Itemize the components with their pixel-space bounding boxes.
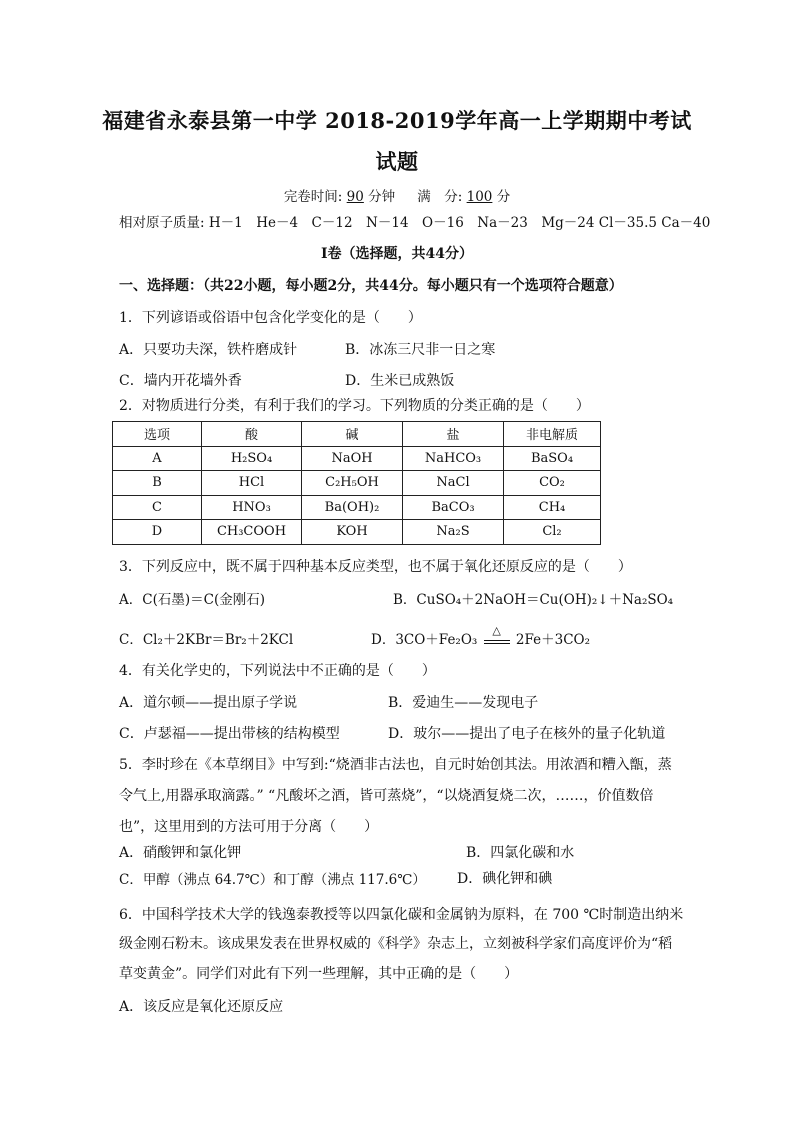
score-value: 100 <box>466 189 493 205</box>
q3-option-d-reactants: D．3CO＋Fe₂O₃ <box>371 632 478 648</box>
table-cell: CH₄ <box>504 495 601 520</box>
q6-line-2: 级金刚石粉末。该成果发表在世界权威的《科学》杂志上，立刻被科学家们高度评价为“稻 <box>119 936 673 952</box>
heat-condition <box>482 623 512 649</box>
table-cell: CH₃COOH <box>202 520 302 545</box>
table-header: 酸 <box>202 422 302 447</box>
q3-option-d <box>371 623 591 649</box>
q4-option-c: C．卢瑟福——提出带核的结构模型 <box>119 726 340 742</box>
table-cell: Na₂S <box>403 520 504 545</box>
q4-option-d: D．玻尔——提出了电子在核外的量子化轨道 <box>388 726 666 742</box>
table-cell: C₂H₅OH <box>302 471 403 496</box>
table-cell: Cl₂ <box>504 520 601 545</box>
q5-option-d: D．碘化钾和碘 <box>457 871 553 887</box>
section-title: Ⅰ卷（选择题，共44分） <box>320 246 474 262</box>
q3-option-d-products: 2Fe＋3CO₂ <box>515 632 591 648</box>
q4-stem: 4．有关化学史的，下列说法中不正确的是（ ） <box>119 663 436 679</box>
exam-info <box>0 185 794 205</box>
q3-option-b: B．CuSO₄＋2NaOH＝Cu(OH)₂↓＋Na₂SO₄ <box>393 592 674 608</box>
q4-option-a: A．道尔顿——提出原子学说 <box>119 695 298 711</box>
table-cell: BaSO₄ <box>504 446 601 471</box>
q5-option-b: B．四氯化碳和水 <box>466 845 575 861</box>
title-line-1: 福建省永泰县第一中学 2018-2019学年高一上学期期中考试 <box>102 108 692 133</box>
table-row <box>113 520 601 545</box>
table-header-row <box>113 422 601 447</box>
q6-line-1: 6．中国科学技术大学的钱逸泰教授等以四氯化碳和金属钠为原料，在 700 ℃时制造出纳米 <box>119 907 684 923</box>
classification-table <box>112 421 601 545</box>
q5-option-a: A．硝酸钾和氯化钾 <box>119 845 242 861</box>
score-unit: 分 <box>496 189 511 205</box>
q6-line-3: 草变黄金”。同学们对此有下列一些理解，其中正确的是（ ） <box>119 966 519 982</box>
table-cell: CO₂ <box>504 471 601 496</box>
q5-line-1: 5．李时珍在《本草纲目》中写到:“烧酒非古法也，自元时始创其法。用浓酒和糟入甑，蒸 <box>119 757 672 773</box>
table-row <box>113 471 601 496</box>
title-line-2: 试题 <box>375 149 419 174</box>
table-row <box>113 446 601 471</box>
table-cell: HNO₃ <box>202 495 302 520</box>
q1-option-a: A．只要功夫深，铁杵磨成针 <box>119 342 298 358</box>
table-cell: HCl <box>202 471 302 496</box>
table-cell: NaOH <box>302 446 403 471</box>
table-header: 碱 <box>302 422 403 447</box>
equals-line-top <box>484 640 510 641</box>
q3-option-c: C．Cl₂＋2KBr＝Br₂＋2KCl <box>119 632 294 648</box>
q2-stem: 2．对物质进行分类，有利于我们的学习。下列物质的分类正确的是（ ） <box>119 398 590 414</box>
q1-stem: 1．下列谚语或俗语中包含化学变化的是（ ） <box>119 310 422 326</box>
time-label: 完卷时间: <box>283 189 343 205</box>
table-cell: KOH <box>302 520 403 545</box>
table-cell: D <box>113 520 202 545</box>
q1-option-c: C．墙内开花墙外香 <box>119 373 242 389</box>
table-cell: Ba(OH)₂ <box>302 495 403 520</box>
q5-line-2: 令气上,用器承取滴露。” “凡酸坏之酒，皆可蒸烧”，“以烧酒复烧二次，……，价值数倍 <box>119 788 654 804</box>
table-header: 盐 <box>403 422 504 447</box>
table-cell: NaHCO₃ <box>403 446 504 471</box>
atomic-masses: 相对原子质量: H－1 He－4 C－12 N－14 O－16 Na－23 Mg－24 Cl－35.5 Ca－40 <box>119 215 711 231</box>
q5-line-3: 也”，这里用到的方法可用于分离（ ） <box>119 819 379 835</box>
table-cell: B <box>113 471 202 496</box>
equals-line-bottom <box>484 643 510 644</box>
q1-option-b: B．冰冻三尺非一日之寒 <box>345 342 496 358</box>
heat-triangle-icon: △ <box>492 623 501 637</box>
q3-stem: 3．下列反应中，既不属于四种基本反应类型，也不属于氧化还原反应的是（ ） <box>119 559 632 575</box>
table-header: 选项 <box>113 422 202 447</box>
q3-option-a: A．C(石墨)＝C(金刚石) <box>119 592 265 608</box>
q4-option-b: B．爱迪生——发现电子 <box>388 695 539 711</box>
q5-option-c: C．甲醇（沸点 64.7℃）和丁醇（沸点 117.6℃） <box>119 872 426 888</box>
table-row <box>113 495 601 520</box>
table-cell: NaCl <box>403 471 504 496</box>
table-cell: A <box>113 446 202 471</box>
table-cell: C <box>113 495 202 520</box>
table-header: 非电解质 <box>504 422 601 447</box>
time-value: 90 <box>346 189 364 205</box>
part-heading: 一、选择题：（共22小题，每小题2分，共44分。每小题只有一个选项符合题意） <box>119 278 623 294</box>
table-cell: BaCO₃ <box>403 495 504 520</box>
score-label: 满 分: <box>417 189 463 205</box>
q1-option-d: D．生米已成熟饭 <box>345 373 455 389</box>
time-unit: 分钟 <box>368 189 396 205</box>
table-cell: H₂SO₄ <box>202 446 302 471</box>
q6-option-a: A．该反应是氧化还原反应 <box>119 999 284 1015</box>
